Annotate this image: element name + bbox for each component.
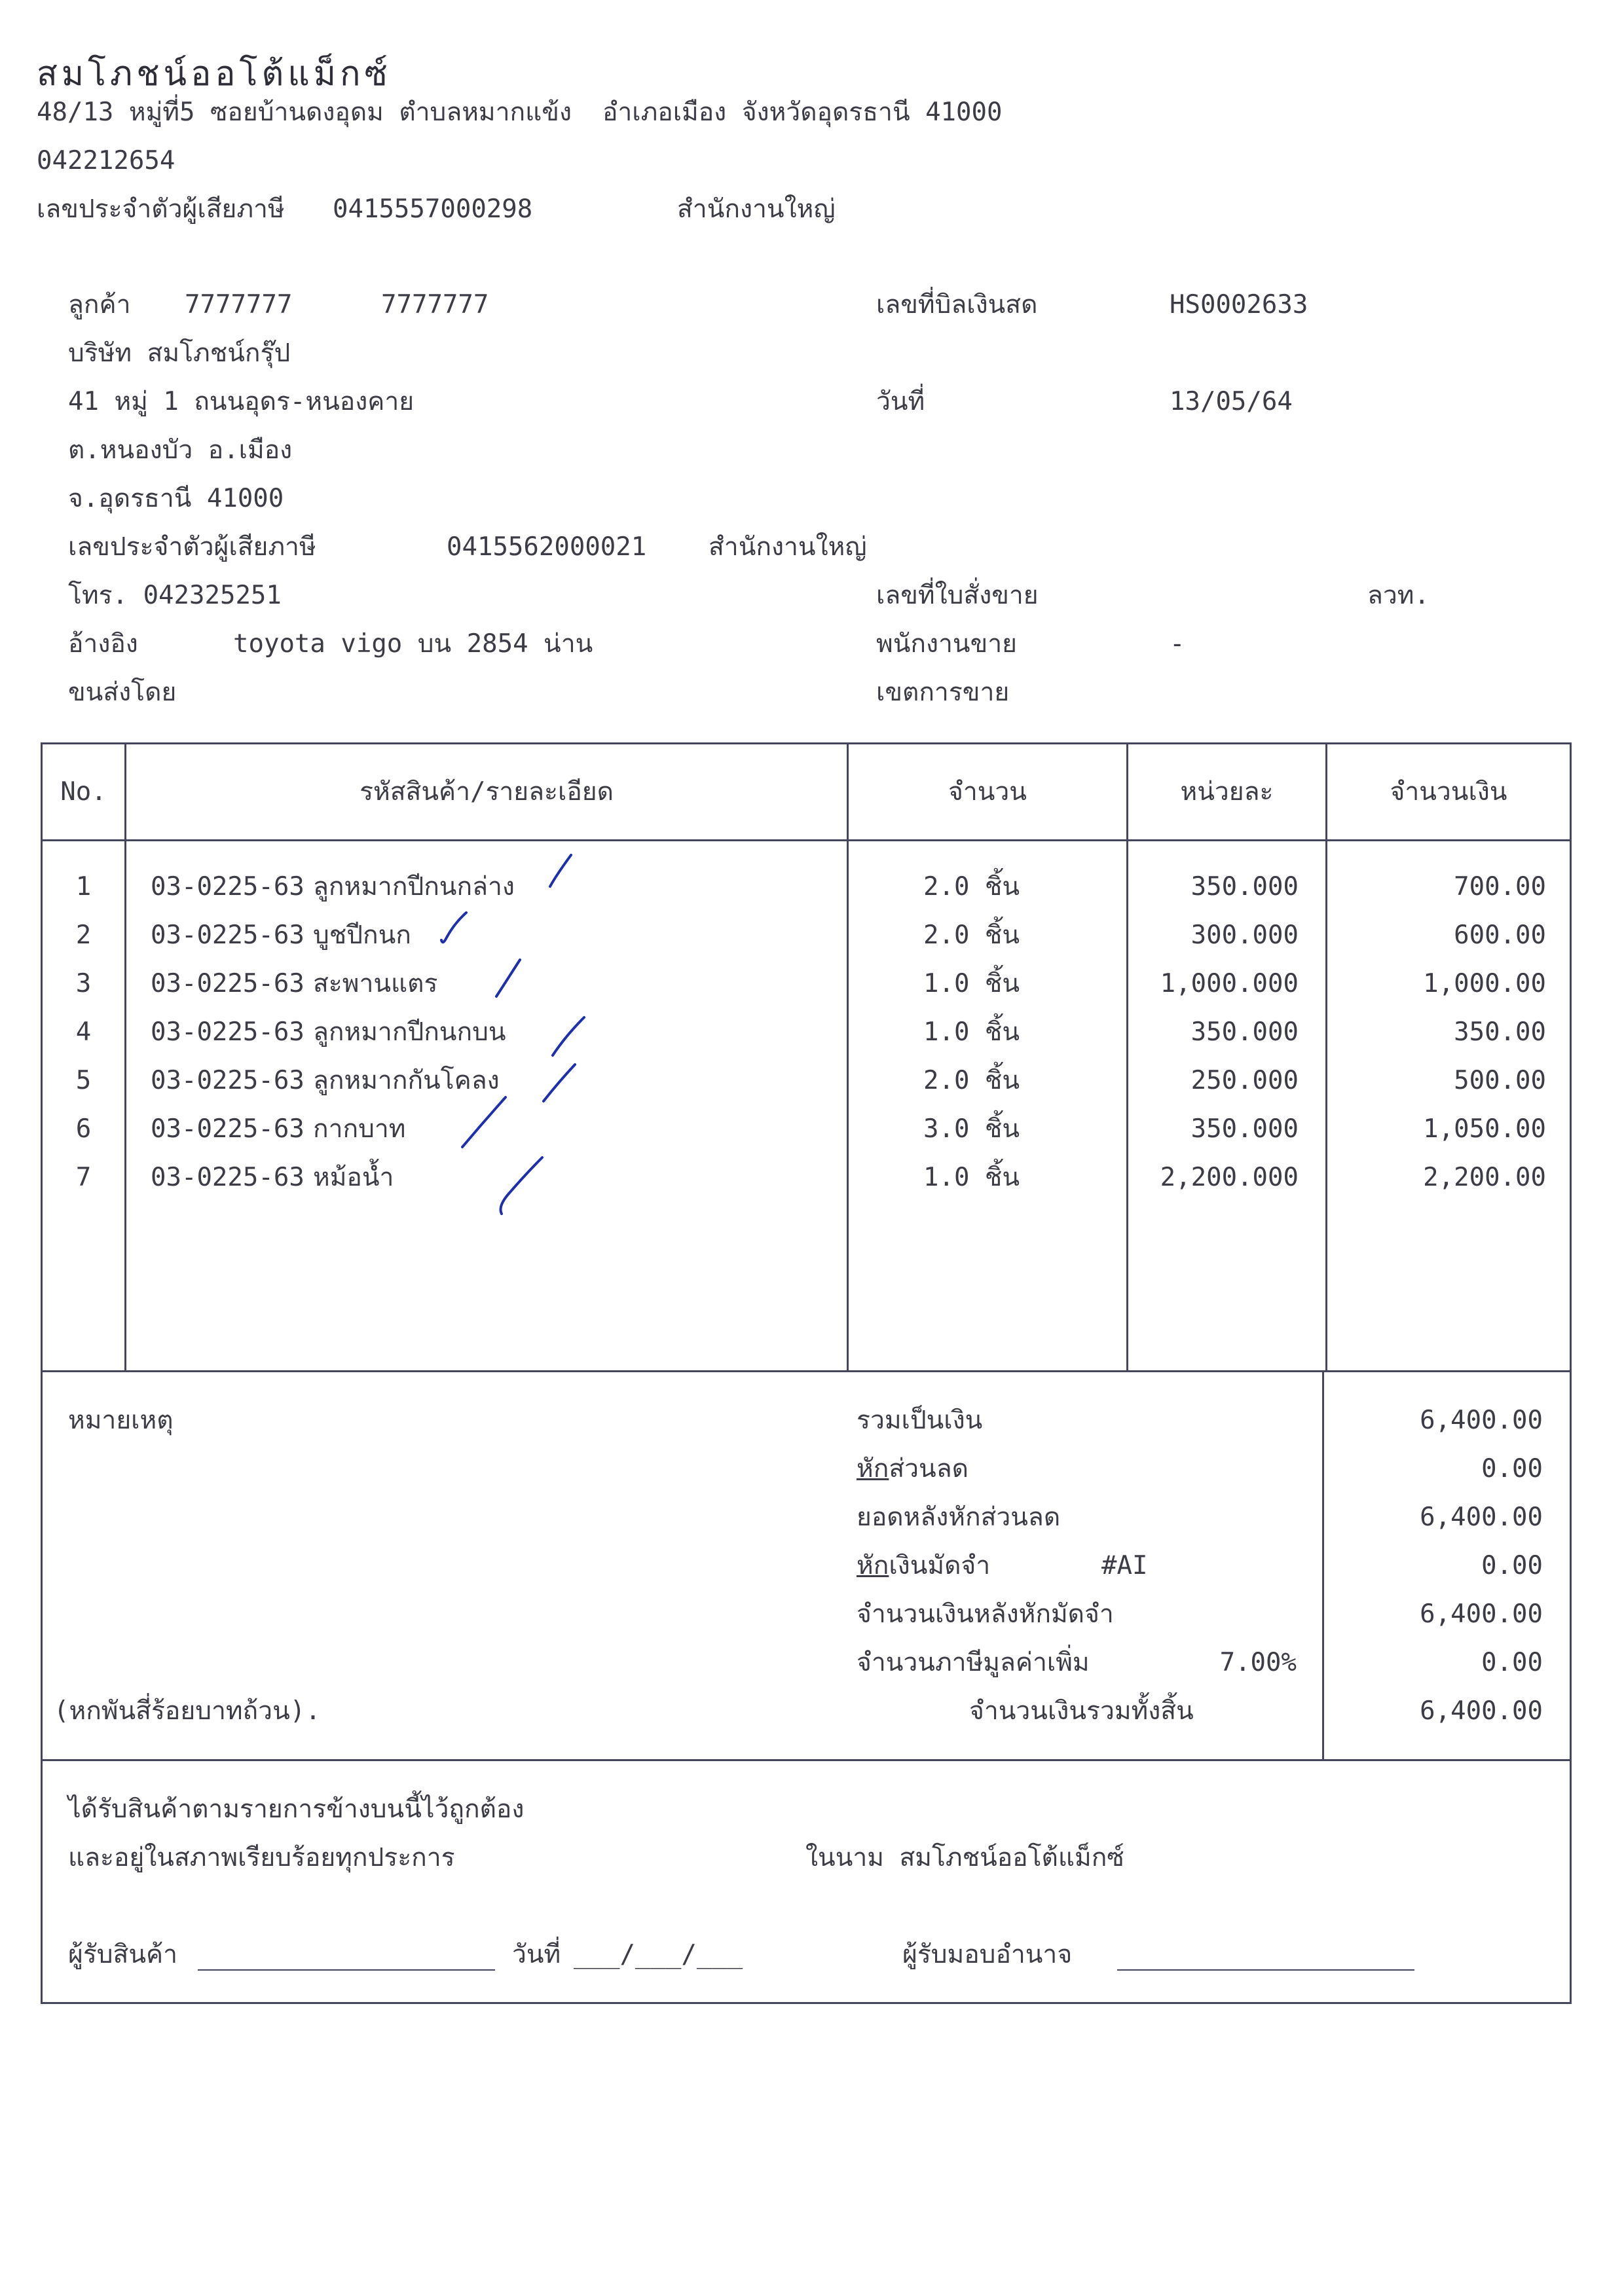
customer-tax-label: เลขประจำตัวผู้เสียภาษี [68,532,316,562]
customer-phone: โทร. 042325251 [68,581,282,610]
row-code: 03-0225-63 [151,1017,304,1047]
table-col-divider [847,742,849,1372]
row-quantity: 2.0 ชิ้น [923,920,1020,950]
subtotal-label: รวมเป็นเงิน [857,1406,983,1435]
table-col-divider [1325,742,1327,1372]
customer-address-1: 41 หมู่ 1 ถนนอุดร-หนองคาย [68,387,415,416]
subtotal-value: 6,400.00 [1420,1406,1543,1435]
row-amount: 1,000.00 [1423,969,1546,998]
check-mark-icon [540,1061,579,1106]
row-amount: 700.00 [1454,872,1546,902]
row-no: 1 [75,872,92,902]
after-discount-label: ยอดหลังหักส่วนลด [857,1503,1061,1532]
after-deposit-value: 6,400.00 [1420,1599,1543,1629]
company-tax-label: เลขประจำตัวผู้เสียภาษี [37,194,285,224]
row-quantity: 1.0 ชิ้น [923,1163,1020,1192]
deposit-label-text: เงินมัดจำ [889,1551,991,1580]
company-name: สมโภชน์ออโต้แม็กซ์ [37,54,392,94]
row-no: 6 [75,1114,92,1144]
sales-zone-label: เขตการขาย [876,678,1010,707]
shipping-label: ขนส่งโดย [68,678,177,707]
row-description: กากบาท [313,1114,406,1144]
customer-label: ลูกค้า [68,290,131,319]
row-quantity: 1.0 ชิ้น [923,969,1020,998]
vat-rate: 7.00% [1219,1648,1297,1677]
reference-label: อ้างอิง [68,629,138,659]
received-statement-1: ได้รับสินค้าตามรายการข้างบนนี้ไว้ถูกต้อง [68,1795,525,1824]
check-mark-icon [547,851,574,890]
customer-name: บริษัท สมโภชน์กรุ๊ป [68,338,291,368]
table-col-divider [1126,742,1128,1372]
vat-value: 0.00 [1481,1648,1543,1677]
row-description: ลูกหมากปีกนกล่าง [313,872,515,902]
after-discount-value: 6,400.00 [1420,1503,1543,1532]
bill-date-value: 13/05/64 [1170,387,1293,416]
check-mark-icon [458,1093,511,1152]
row-code: 03-0225-63 [151,1163,304,1192]
row-description: สะพานแตร [313,969,438,998]
customer-code-1: 7777777 [185,290,293,319]
salesperson-label: พนักงานขาย [876,629,1017,659]
row-unit-price: 250.000 [1190,1066,1299,1095]
salesperson-value: - [1170,629,1185,659]
row-no: 7 [75,1163,92,1192]
vat-label: จำนวนภาษีมูลค่าเพิ่ม [857,1648,1090,1677]
deposit-reference: #AI [1101,1551,1148,1580]
deposit-value: 0.00 [1481,1551,1543,1580]
row-amount: 500.00 [1454,1066,1546,1095]
header-unit-price: หน่วยละ [1180,777,1274,807]
row-quantity: 2.0 ชิ้น [923,872,1020,902]
authorized-label: ผู้รับมอบอำนาจ [902,1940,1073,1969]
row-unit-price: 2,200.000 [1160,1163,1299,1192]
row-no: 4 [75,1017,92,1047]
after-deposit-label: จำนวนเงินหลังหักมัดจำ [857,1599,1114,1629]
receive-date-blank: ___/___/___ [574,1940,743,1969]
row-description: บูชปีกนก [313,920,411,950]
bill-date-label: วันที่ [876,387,925,416]
row-code: 03-0225-63 [151,920,304,950]
customer-address-2: ต.หนองบัว อ.เมือง [68,435,293,465]
company-address: 48/13 หมู่ที่5 ซอยบ้านดงอุดม ตำบลหมากแข้ง อำเภอเมือง จังหวัดอุดรธานี 41000 [37,98,1003,127]
deposit-label [857,1553,990,1578]
header-no: No. [60,777,107,807]
company-phone: 042212654 [37,146,175,175]
customer-address-3: จ.อุดรธานี 41000 [68,484,284,513]
customer-tax-id: 0415562000021 [447,532,647,562]
company-branch: สำนักงานใหญ่ [677,194,836,224]
row-amount: 600.00 [1454,920,1546,950]
company-tax-id: 0415557000298 [333,194,533,224]
row-no: 2 [75,920,92,950]
grand-total-label: จำนวนเงินรวมทั้งสิ้น [969,1696,1194,1726]
table-col-divider [124,742,126,1372]
remark-label: หมายเหตุ [68,1406,174,1435]
row-no: 3 [75,969,92,998]
grand-total-value: 6,400.00 [1420,1696,1543,1726]
customer-code-2: 7777777 [381,290,489,319]
row-unit-price: 300.000 [1190,920,1299,950]
row-code: 03-0225-63 [151,872,304,902]
on-behalf-of: ในนาม สมโภชน์ออโต้แม็กซ์ [805,1843,1124,1872]
row-code: 03-0225-63 [151,1114,304,1144]
check-mark-icon [549,1015,588,1061]
sales-order-value: ลวท. [1367,581,1430,610]
check-mark-icon [492,956,525,1002]
receiver-label: ผู้รับสินค้า [68,1940,178,1969]
header-quantity: จำนวน [948,777,1027,807]
row-unit-price: 350.000 [1190,1114,1299,1144]
row-amount: 350.00 [1454,1017,1546,1047]
header-amount: จำนวนเงิน [1390,777,1507,807]
sales-order-label: เลขที่ใบสั่งขาย [876,581,1039,610]
reference-value: toyota vigo บน 2854 น่าน [233,629,593,659]
row-code: 03-0225-63 [151,1066,304,1095]
authorized-signature-line [1117,1969,1414,1971]
row-amount: 1,050.00 [1423,1114,1546,1144]
bill-no-label: เลขที่บิลเงินสด [876,290,1038,319]
deposit-prefix: หัก [857,1551,889,1580]
row-description: หม้อน้ำ [313,1163,394,1192]
receiver-signature-line [198,1969,495,1971]
items-table [41,742,1572,1372]
row-unit-price: 350.000 [1190,872,1299,902]
row-quantity: 3.0 ชิ้น [923,1114,1020,1144]
header-description: รหัสสินค้า/รายละเอียด [360,777,614,807]
bill-no-value: HS0002633 [1170,290,1308,319]
row-quantity: 2.0 ชิ้น [923,1066,1020,1095]
row-unit-price: 1,000.000 [1160,969,1299,998]
discount-value: 0.00 [1481,1454,1543,1484]
table-header-divider [41,839,1572,841]
received-statement-2: และอยู่ในสภาพเรียบร้อยทุกประการ [68,1843,455,1872]
row-amount: 2,200.00 [1423,1163,1546,1192]
discount-label-text: ส่วนลด [889,1454,969,1484]
row-no: 5 [75,1066,92,1095]
amount-in-words: (หกพันสี่ร้อยบาทถ้วน). [54,1696,321,1726]
row-unit-price: 350.000 [1190,1017,1299,1047]
customer-branch: สำนักงานใหญ่ [709,532,867,562]
row-code: 03-0225-63 [151,969,304,998]
check-mark-icon [496,1154,549,1219]
row-description: ลูกหมากกันโคลง [313,1066,500,1095]
row-quantity: 1.0 ชิ้น [923,1017,1020,1047]
receive-date-label: วันที่ [512,1940,561,1969]
discount-prefix: หัก [857,1454,889,1484]
discount-label [857,1456,969,1482]
check-mark-icon [437,909,470,948]
row-description: ลูกหมากปีกนกบน [313,1017,506,1047]
